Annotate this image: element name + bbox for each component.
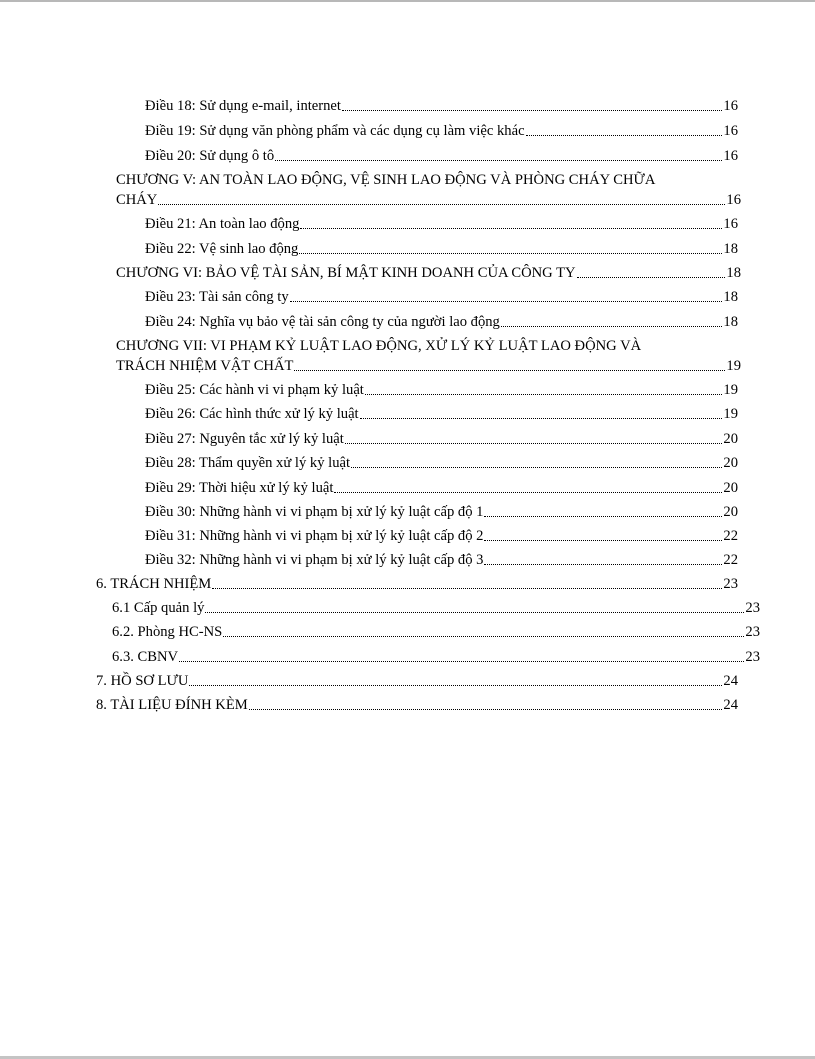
toc-entry-page: 16 (723, 216, 738, 232)
toc-entry-page: 20 (723, 504, 738, 520)
toc-entry-page: 22 (723, 552, 738, 568)
toc-entry-page: 23 (745, 600, 760, 616)
toc-entry-page: 16 (723, 98, 738, 114)
toc-entry-title: Điều 25: Các hành vi vi phạm kỷ luật (145, 382, 364, 398)
toc-entry-page: 24 (723, 673, 738, 689)
toc-entry-title: TRÁCH NHIỆM VẬT CHẤT (116, 358, 294, 374)
toc-entry-page: 18 (723, 289, 738, 305)
toc-entry-dieu-18[interactable] (145, 97, 738, 115)
dot-leader (275, 159, 722, 161)
toc-entry-title: Điều 22: Vệ sinh lao động (145, 241, 299, 257)
toc-entry-page: 23 (723, 576, 738, 592)
toc-entry-page: 23 (745, 649, 760, 665)
toc-entry-title: Điều 24: Nghĩa vụ bảo vệ tài sản công ty của người lao động (145, 314, 500, 330)
toc-entry-section-8[interactable] (96, 696, 738, 714)
toc-entry-dieu-19[interactable] (145, 122, 738, 140)
toc-entry-title: 6. TRÁCH NHIỆM (96, 576, 212, 592)
dot-leader (484, 515, 722, 517)
dot-leader (360, 417, 723, 419)
dot-leader (179, 660, 744, 662)
toc-entry-title: Điều 30: Những hành vi vi phạm bị xử lý kỷ luật cấp độ 1 (145, 504, 484, 520)
toc-entry-page: 22 (723, 528, 738, 544)
toc-entry-page: 19 (723, 382, 738, 398)
toc-entry-page: 23 (745, 624, 760, 640)
toc-entry-dieu-27[interactable] (145, 430, 738, 448)
dot-leader (484, 563, 722, 565)
dot-leader (205, 611, 744, 613)
toc-entry-section-6-3[interactable] (112, 648, 760, 666)
toc-entry-title: Điều 23: Tài sản công ty (145, 289, 289, 305)
toc-entry-page: 16 (726, 192, 741, 208)
dot-leader (189, 684, 722, 686)
toc-entry-title: 6.1 Cấp quản lý (112, 600, 205, 616)
dot-leader (294, 369, 725, 371)
dot-leader (212, 587, 722, 589)
toc-entry-title: 7. HỒ SƠ LƯU (96, 673, 189, 689)
toc-entry-dieu-24[interactable] (145, 313, 738, 331)
toc-entry-title: CHÁY (116, 192, 158, 208)
dot-leader (290, 300, 723, 302)
toc-entry-dieu-31[interactable] (145, 527, 738, 545)
page-top-border (0, 0, 815, 2)
toc-entry-title: Điều 20: Sử dụng ô tô (145, 148, 275, 164)
dot-leader (501, 325, 723, 327)
dot-leader (342, 109, 722, 111)
dot-leader (484, 539, 722, 541)
toc-entry-section-6[interactable] (96, 575, 738, 593)
toc-entry-title: Điều 26: Các hình thức xử lý kỷ luật (145, 406, 359, 422)
toc-entry-title: CHƯƠNG VI: BẢO VỆ TÀI SẢN, BÍ MẬT KINH DOANH CỦA CÔNG TY (116, 265, 576, 281)
toc-entry-dieu-22[interactable] (145, 240, 738, 258)
dot-leader (345, 442, 723, 444)
toc-entry-page: 16 (723, 148, 738, 164)
dot-leader (334, 491, 722, 493)
toc-entry-dieu-32[interactable] (145, 551, 738, 569)
toc-entry-dieu-21[interactable] (145, 215, 738, 233)
toc-entry-page: 19 (726, 358, 741, 374)
toc-entry-dieu-26[interactable] (145, 405, 738, 423)
dot-leader (577, 276, 726, 278)
toc-entry-title: Điều 18: Sử dụng e-mail, internet (145, 98, 341, 114)
toc-entry-title: Điều 27: Nguyên tắc xử lý kỷ luật (145, 431, 344, 447)
toc-entry-title: 6.2. Phòng HC-NS (112, 624, 223, 640)
toc-entry-chuong-5-line1[interactable]: CHƯƠNG V: AN TOÀN LAO ĐỘNG, VỆ SINH LAO ĐỘNG VÀ PHÒNG CHÁY CHỮA (116, 172, 656, 188)
toc-entry-title: 6.3. CBNV (112, 649, 179, 665)
dot-leader (300, 227, 722, 229)
toc-entry-title: Điều 29: Thời hiệu xử lý kỷ luật (145, 480, 334, 496)
dot-leader (299, 252, 722, 254)
toc-entry-title: Điều 32: Những hành vi vi phạm bị xử lý kỷ luật cấp độ 3 (145, 552, 484, 568)
toc-entry-title: Điều 31: Những hành vi vi phạm bị xử lý kỷ luật cấp độ 2 (145, 528, 484, 544)
toc-entry-section-6-2[interactable] (112, 623, 760, 641)
toc-entry-dieu-20[interactable] (145, 147, 738, 165)
toc-entry-dieu-28[interactable] (145, 454, 738, 472)
toc-entry-page: 16 (723, 123, 738, 139)
toc-entry-page: 18 (726, 265, 741, 281)
toc-entry-chuong-5[interactable] (116, 191, 741, 209)
toc-entry-page: 18 (723, 241, 738, 257)
toc-entry-section-7[interactable] (96, 672, 738, 690)
dot-leader (526, 134, 723, 136)
dot-leader (223, 635, 744, 637)
dot-leader (351, 466, 722, 468)
toc-entry-page: 19 (723, 406, 738, 422)
toc-entry-dieu-23[interactable] (145, 288, 738, 306)
toc-entry-dieu-29[interactable] (145, 479, 738, 497)
toc-entry-page: 20 (723, 455, 738, 471)
toc-entry-section-6-1[interactable] (112, 599, 760, 617)
toc-entry-dieu-25[interactable] (145, 381, 738, 399)
toc-entry-page: 20 (723, 431, 738, 447)
toc-entry-title: Điều 21: An toàn lao động (145, 216, 300, 232)
dot-leader (158, 203, 725, 205)
toc-entry-page: 20 (723, 480, 738, 496)
toc-entry-page: 18 (723, 314, 738, 330)
toc-entry-title: 8. TÀI LIỆU ĐÍNH KÈM (96, 697, 248, 713)
dot-leader (365, 393, 723, 395)
toc-entry-chuong-7-line1[interactable]: CHƯƠNG VII: VI PHẠM KỶ LUẬT LAO ĐỘNG, XỬ LÝ KỶ LUẬT LAO ĐỘNG VÀ (116, 338, 642, 354)
dot-leader (249, 708, 723, 710)
toc-entry-chuong-7[interactable] (116, 357, 741, 375)
toc-entry-title: Điều 19: Sử dụng văn phòng phẩm và các dụng cụ làm việc khác (145, 123, 525, 139)
toc-entry-page: 24 (723, 697, 738, 713)
toc-entry-dieu-30[interactable] (145, 503, 738, 521)
toc-entry-chuong-6[interactable] (116, 264, 741, 282)
toc-entry-title: Điều 28: Thẩm quyền xử lý kỷ luật (145, 455, 351, 471)
